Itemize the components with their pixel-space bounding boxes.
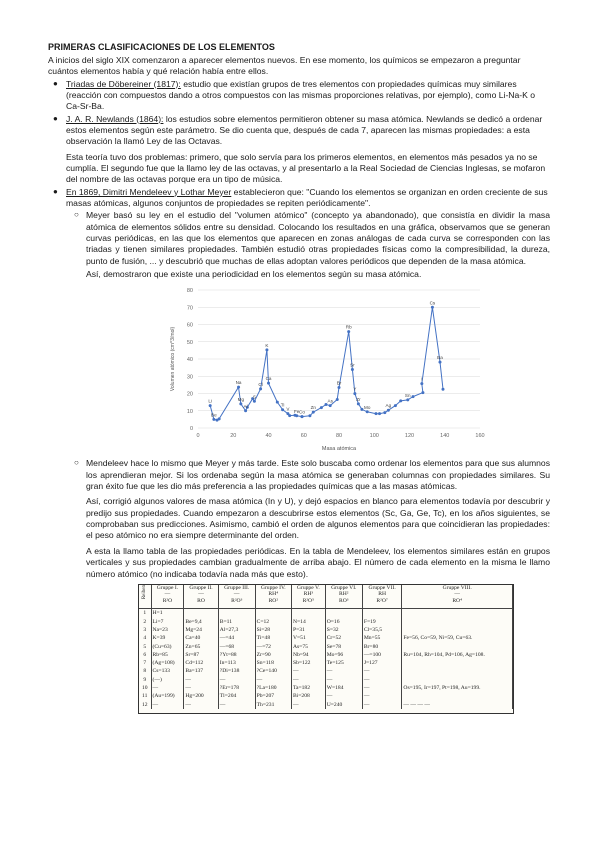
data-point — [357, 403, 360, 406]
point-label: Cl — [258, 382, 263, 388]
data-point — [276, 401, 279, 404]
point-label: K — [265, 343, 269, 349]
table-cell: — — [325, 676, 362, 684]
y-tick-label: 70 — [186, 305, 193, 312]
table-cell: Sb=122 — [291, 659, 325, 667]
data-point — [353, 393, 356, 396]
point-label: Mo — [364, 405, 371, 411]
table-cell: — — [184, 676, 218, 684]
data-point — [387, 409, 390, 412]
table-row — [139, 667, 513, 675]
atomic-volume-chart — [160, 284, 500, 454]
table-cell: Br=80 — [362, 643, 402, 651]
header-line: — — [198, 591, 204, 598]
point-label: As — [327, 398, 333, 404]
row-number: 1 — [139, 609, 151, 618]
table-row — [139, 651, 513, 659]
table-cell: — — [291, 676, 325, 684]
y-tick-label: 40 — [186, 357, 193, 364]
header-line: RO² — [268, 597, 279, 604]
table-cell: U=240 — [325, 701, 362, 709]
table-cell: Mg=24 — [184, 626, 218, 634]
table-cell: (Au=199) — [151, 692, 184, 700]
table-header-row — [139, 585, 513, 609]
mendeleev-p3: A esta la llamo tabla de las propiedades periódicas. En la tabla de Mendeleev, los elementos similares están en grupos verticales y sus propiedades cambian gradualmente de arriba abajo. El número de cada elemento en la misma le llamo número atómico (no indicaba todavía nada más que esto). — [86, 545, 550, 579]
table-cell: In=113 — [218, 659, 255, 667]
header-reihen-label: Reihen — [141, 584, 147, 600]
table-cell: K=39 — [151, 634, 184, 642]
table-cell: —=68 — [218, 643, 255, 651]
table-cell — [325, 609, 362, 618]
table-cell: — — [325, 692, 362, 700]
header-line: Gruppe V. — [296, 584, 320, 591]
y-tick-label: 50 — [186, 340, 193, 347]
table-cell — [255, 609, 291, 618]
data-point — [288, 414, 291, 417]
meyer-conclusion: Así, demostraron que existe una periodicidad en los elementos según su masa atómica. — [86, 269, 422, 280]
header-line: RH³ — [303, 591, 314, 598]
table-row — [139, 684, 513, 692]
x-tick-label: 80 — [335, 433, 343, 440]
table-cell: Pb=207 — [255, 692, 291, 700]
data-point — [336, 398, 339, 401]
table-cell: Tl=204 — [218, 692, 255, 700]
row-number: 8 — [139, 667, 151, 675]
data-point — [383, 412, 386, 415]
table-cell: Ba=137 — [184, 667, 218, 675]
table-cell: J=127 — [362, 659, 402, 667]
data-point — [329, 404, 332, 407]
table-cell: Te=125 — [325, 659, 362, 667]
dobereiner-text: estudio que existían grupos de tres elementos con propiedades químicas muy similares (reacción con compuestos dando a otros compuestos con las mismas proporciones relativas, por ejemplo), como Li-Na-K o Ca-Sr-Ba. — [66, 78, 536, 112]
point-label: S — [252, 394, 256, 400]
point-label: Be — [211, 412, 217, 418]
table-cell — [291, 609, 325, 618]
data-point — [360, 408, 363, 411]
point-label: Cs — [429, 300, 436, 306]
table-cell: — — [362, 692, 402, 700]
table-cell: Hg=200 — [184, 692, 218, 700]
data-point — [239, 403, 242, 406]
intro-paragraph: A inicios del siglo XIX comenzaron a aparecer elementos nuevos. En ese momento, los químicos se empezaron a preguntar cuántos elementos había y qué relación había entre ellos. — [48, 54, 521, 77]
point-label: Ca — [265, 376, 272, 382]
table-cell — [402, 692, 513, 700]
row-number: 9 — [139, 676, 151, 684]
row-number: 3 — [139, 626, 151, 634]
data-point — [209, 404, 212, 407]
data-point — [406, 399, 409, 402]
header-group — [255, 585, 291, 609]
table-cell: V=51 — [291, 634, 325, 642]
table-cell: Bi=208 — [291, 692, 325, 700]
y-tick-label: 0 — [189, 426, 193, 433]
table-row — [139, 618, 513, 626]
header-line: — — [164, 591, 171, 598]
header-line: — — [454, 591, 460, 598]
header-group — [184, 585, 218, 609]
point-label: I — [421, 377, 423, 383]
bullet-circle-icon: ○ — [74, 458, 79, 468]
data-point — [244, 410, 247, 413]
table-row — [139, 643, 513, 651]
table-row — [139, 609, 513, 618]
data-point — [212, 418, 215, 421]
table-cell — [218, 609, 255, 618]
page-title: PRIMERAS CLASIFICACIONES DE LOS ELEMENTOS — [48, 42, 275, 52]
header-group — [325, 585, 362, 609]
table-cell — [184, 609, 218, 618]
table-cell: F=19 — [362, 618, 402, 626]
point-label: Y — [353, 387, 357, 393]
header-line: — — [233, 591, 240, 598]
table-cell: P=31 — [291, 626, 325, 634]
point-label: Na — [235, 380, 242, 386]
header-line: RH⁴ — [268, 591, 279, 598]
table-cell: —=44 — [218, 634, 255, 642]
x-tick-label: 140 — [440, 433, 450, 440]
x-tick-label: 120 — [404, 433, 415, 440]
header-group — [151, 585, 184, 609]
table-cell: — — [218, 676, 255, 684]
bullet-dot-icon: ● — [53, 186, 58, 196]
table-cell — [402, 609, 513, 618]
table-cell: —=100 — [362, 651, 402, 659]
point-label: V — [286, 407, 290, 413]
table-cell: Rb=85 — [151, 651, 184, 659]
table-cell: Cl=35,5 — [362, 626, 402, 634]
table-cell: Ta=182 — [291, 684, 325, 692]
data-point — [300, 416, 303, 419]
data-point — [218, 418, 221, 421]
table-cell: Nb=94 — [291, 651, 325, 659]
mendeleev-meyer-text: establecieron que: "Cuando los elementos se organizan en orden creciente de sus masas atómicas, algunos conjuntos de propiedades se repiten periódicamente". — [66, 186, 548, 208]
table-cell: Ti=48 — [255, 634, 291, 642]
table-cell: (Cu=63) — [151, 643, 184, 651]
bullet-mendeleev-meyer — [48, 187, 550, 210]
table-cell: N=14 — [291, 618, 325, 626]
header-line: R²O — [162, 597, 173, 604]
table-cell: Na=23 — [151, 626, 184, 634]
x-tick-label: 20 — [230, 433, 237, 440]
sub-bullet-mendeleev — [48, 458, 550, 492]
header-line: Gruppe IV. — [260, 584, 286, 591]
table-cell: — — [362, 676, 402, 684]
table-row — [139, 692, 513, 700]
x-tick-label: 60 — [300, 433, 307, 440]
point-label: Sr — [350, 362, 355, 368]
table-cell: W=184 — [325, 684, 362, 692]
header-line: Gruppe VIII. — [442, 584, 472, 591]
point-label: Al — [243, 404, 248, 410]
sub-bullet-meyer — [48, 210, 550, 267]
table-cell: Be=9,4 — [184, 618, 218, 626]
row-number: 2 — [139, 618, 151, 626]
newlands-link[interactable]: J. A. R. Newlands (1864): — [66, 113, 164, 124]
table-cell: ?La=180 — [255, 684, 291, 692]
row-number: 11 — [139, 692, 151, 700]
table-cell — [402, 626, 513, 634]
data-point — [420, 383, 423, 386]
data-point — [375, 413, 378, 416]
table-cell — [402, 676, 513, 684]
y-tick-label: 10 — [186, 409, 193, 416]
table-row — [139, 701, 513, 709]
mendeleev-periodic-table — [139, 585, 513, 709]
table-cell: Zn=65 — [184, 643, 218, 651]
data-point — [259, 388, 262, 391]
table-row — [139, 626, 513, 634]
point-label: Zr — [356, 397, 361, 403]
table-cell: Mn=55 — [362, 634, 402, 642]
y-tick-label: 60 — [186, 322, 193, 329]
data-point — [366, 411, 369, 414]
table-cell: O=16 — [325, 618, 362, 626]
table-cell: Sr=87 — [184, 651, 218, 659]
table-cell: Si=28 — [255, 626, 291, 634]
header-line: RH² — [339, 591, 349, 598]
x-axis-label: Masa atómica — [321, 446, 357, 453]
table-cell: Ca=40 — [184, 634, 218, 642]
header-line: R²O⁷ — [376, 597, 388, 604]
y-tick-label: 80 — [186, 288, 193, 295]
table-cell: — — [362, 667, 402, 675]
table-cell: — — [325, 667, 362, 675]
point-label: Rb — [345, 324, 352, 330]
header-line: RO⁴ — [452, 597, 463, 604]
table-cell: ?Yt=88 — [218, 651, 255, 659]
mendeleev-meyer-link[interactable]: En 1869, Dimitri Mendeleev y Lothar Meyer — [66, 186, 232, 197]
header-line: Gruppe III. — [224, 584, 250, 591]
table-cell: Sn=118 — [255, 659, 291, 667]
header-line: RO — [197, 597, 205, 604]
table-cell: Os=195, Ir=197, Pt=198, Au=199. — [402, 684, 513, 692]
point-label: Ag — [385, 403, 392, 409]
table-cell — [362, 609, 402, 618]
bullet-dot-icon: ● — [53, 78, 58, 88]
table-cell: — — [184, 701, 218, 709]
x-tick-label: 0 — [196, 433, 200, 440]
point-label: Sn — [404, 393, 411, 399]
mendeleev-p2: Así, corrigió algunos valores de masa atómica (In y U), y dejó espacios en blanco para elementos todavía por descubrir y predijo sus propiedades. Cuando empezaron a descubrirse estos elementos (Sc, Ga, Ge, Tc), en los años siguientes, se comprobaban sus predicciones. Asimismo, cambió el orden de algunos elementos para que coincidieran las propiedades: el peso atómico no era siempre determinante del orden. — [86, 496, 550, 541]
bullet-circle-icon: ○ — [74, 210, 79, 220]
point-label: Br — [336, 380, 342, 386]
data-point — [438, 361, 441, 364]
bullet-dobereiner — [48, 79, 550, 113]
data-point — [421, 392, 424, 395]
table-cell: — — [255, 676, 291, 684]
newlands-problems: Esta teoría tuvo dos problemas: primero, que solo servía para los primeros elementos, en elementos más pesados ya no se cumplía. El segundo fue que la llamo ley de las octavas, y al presentarlo a la Real Sociedad de Ciencias Inglesas, se mofaron del nombre de las octavas porque era un tipo de música. — [66, 151, 546, 185]
table-cell: Zr=90 — [255, 651, 291, 659]
header-line: Gruppe VI. — [331, 584, 357, 591]
table-cell: Li=7 — [151, 618, 184, 626]
table-cell: — — [362, 701, 402, 709]
table-row — [139, 659, 513, 667]
data-point — [394, 404, 397, 407]
data-point — [431, 306, 434, 309]
chart-svg — [160, 284, 500, 454]
header-line: RO³ — [339, 597, 349, 604]
y-tick-label: 20 — [186, 391, 193, 398]
row-number: 5 — [139, 643, 151, 651]
point-label: Zn — [310, 405, 316, 411]
table-cell: Ru=104, Rh=104, Pd=106, Ag=108. — [402, 651, 513, 659]
data-point — [312, 411, 315, 414]
point-label: Mg — [237, 397, 245, 403]
data-point — [265, 349, 268, 352]
table-row — [139, 634, 513, 642]
table-cell: Cs=133 — [151, 667, 184, 675]
x-tick-label: 160 — [475, 433, 485, 440]
data-point — [378, 413, 381, 416]
header-line: Gruppe VII. — [368, 584, 396, 591]
data-point — [351, 368, 354, 371]
x-tick-label: 100 — [369, 433, 379, 440]
table-cell: H=1 — [151, 609, 184, 618]
table-row — [139, 676, 513, 684]
table-cell: Th=231 — [255, 701, 291, 709]
row-number: 4 — [139, 634, 151, 642]
table-cell: — — [291, 701, 325, 709]
table-cell: ?Ce=140 — [255, 667, 291, 675]
data-point — [399, 400, 402, 403]
data-point — [347, 330, 350, 333]
bullet-dot-icon: ● — [53, 113, 58, 123]
table-cell: ?Di=138 — [218, 667, 255, 675]
header-group — [402, 585, 513, 609]
header-line: R²O⁵ — [302, 597, 315, 604]
row-number: 6 — [139, 651, 151, 659]
header-group — [291, 585, 325, 609]
table-cell: Al=27,3 — [218, 626, 255, 634]
table-cell: ?Er=178 — [218, 684, 255, 692]
table-cell: S=32 — [325, 626, 362, 634]
table-cell — [402, 667, 513, 675]
header-line: RH — [378, 591, 386, 598]
point-label: Co — [299, 410, 305, 416]
table-cell: Mo=96 — [325, 651, 362, 659]
x-tick-label: 40 — [265, 433, 272, 440]
data-point — [295, 415, 298, 418]
data-point — [441, 388, 444, 391]
table-cell: — — — — — [402, 701, 513, 709]
bullet-newlands — [48, 114, 550, 148]
data-point — [253, 400, 256, 403]
table-cell: — — [218, 701, 255, 709]
data-point — [281, 409, 284, 412]
newlands-text: los estudios sobre elementos permitieron obtener su masa atómica. Newlands se dedicó a ordenar estos elementos según este parámetro. Se dio cuenta que, después de cada 7, aparecen las mismas propiedades: a esta observación la llamó Ley de las Octavas. — [66, 113, 543, 147]
table-cell: C=12 — [255, 618, 291, 626]
y-tick-label: 30 — [186, 374, 193, 381]
table-cell: —=72 — [255, 643, 291, 651]
point-label: Li — [208, 398, 212, 404]
header-reihen — [139, 585, 151, 609]
table-cell: — — [151, 701, 184, 709]
data-point — [267, 382, 270, 385]
row-number: 10 — [139, 684, 151, 692]
table-cell: Fe=56, Co=59, Ni=59, Cu=63. — [402, 634, 513, 642]
header-group — [218, 585, 255, 609]
table-cell: As=75 — [291, 643, 325, 651]
dobereiner-link[interactable]: Triadas de Döbereiner (1817): — [66, 78, 181, 89]
data-point — [320, 407, 323, 410]
table-cell: B=11 — [218, 618, 255, 626]
mendeleev-text: Mendeleev hace lo mismo que Meyer y más tarde. Este solo buscaba como ordenar los elementos para que sus alumnos los aprendieran mejor. Si los ordenaba según la masa atómica se generaban columnas con propiedades similares. Su gran éxito fue que les dio más preferencia a las propiedades químicas que a las masas atómicas. — [86, 458, 550, 492]
table-cell: (—) — [151, 676, 184, 684]
table-cell — [402, 643, 513, 651]
data-point — [412, 396, 415, 399]
header-line: Gruppe II. — [189, 584, 213, 591]
table-cell: — — [151, 684, 184, 692]
table-cell — [402, 659, 513, 667]
data-point — [338, 386, 341, 389]
point-label: Ba — [437, 355, 443, 361]
header-line: Gruppe I. — [156, 584, 179, 591]
y-axis-label: Volumen atómico (cm^3/mol) — [170, 327, 176, 392]
table-cell: — — [362, 684, 402, 692]
point-label: Ti — [280, 403, 285, 409]
table-cell — [402, 618, 513, 626]
data-point — [237, 386, 240, 389]
table-cell: Se=78 — [325, 643, 362, 651]
data-point — [308, 415, 311, 418]
header-group — [362, 585, 402, 609]
table-cell: Cd=112 — [184, 659, 218, 667]
row-number: 7 — [139, 659, 151, 667]
table-cell: — — [184, 684, 218, 692]
mendeleev-table-image — [138, 584, 514, 714]
meyer-text: Meyer basó su ley en el estudio del "volumen atómico" (concepto ya abandonado), que consistía en dividir la masa atómica de elementos sólidos entre su densidad. Colocando los resultados en una gráfica, observamos que se generan curvas periódicas, en las que los elementos que aparecen en zonas análogas de cada curva se corresponden con las triadas y tienen similares propiedades. También estudió otras propiedades físicas como la compresibilidad, la dureza, punto de fusión, ... y descubrió que muchas de ellas adoptan valores periódicos que dependen de la masa atómica. — [86, 210, 550, 266]
point-label: Fe — [294, 409, 300, 415]
row-number: 12 — [139, 701, 151, 709]
table-cell: Cr=52 — [325, 634, 362, 642]
table-cell: (Ag=108) — [151, 659, 184, 667]
header-line: R²O³ — [231, 597, 243, 604]
table-cell: — — [291, 667, 325, 675]
